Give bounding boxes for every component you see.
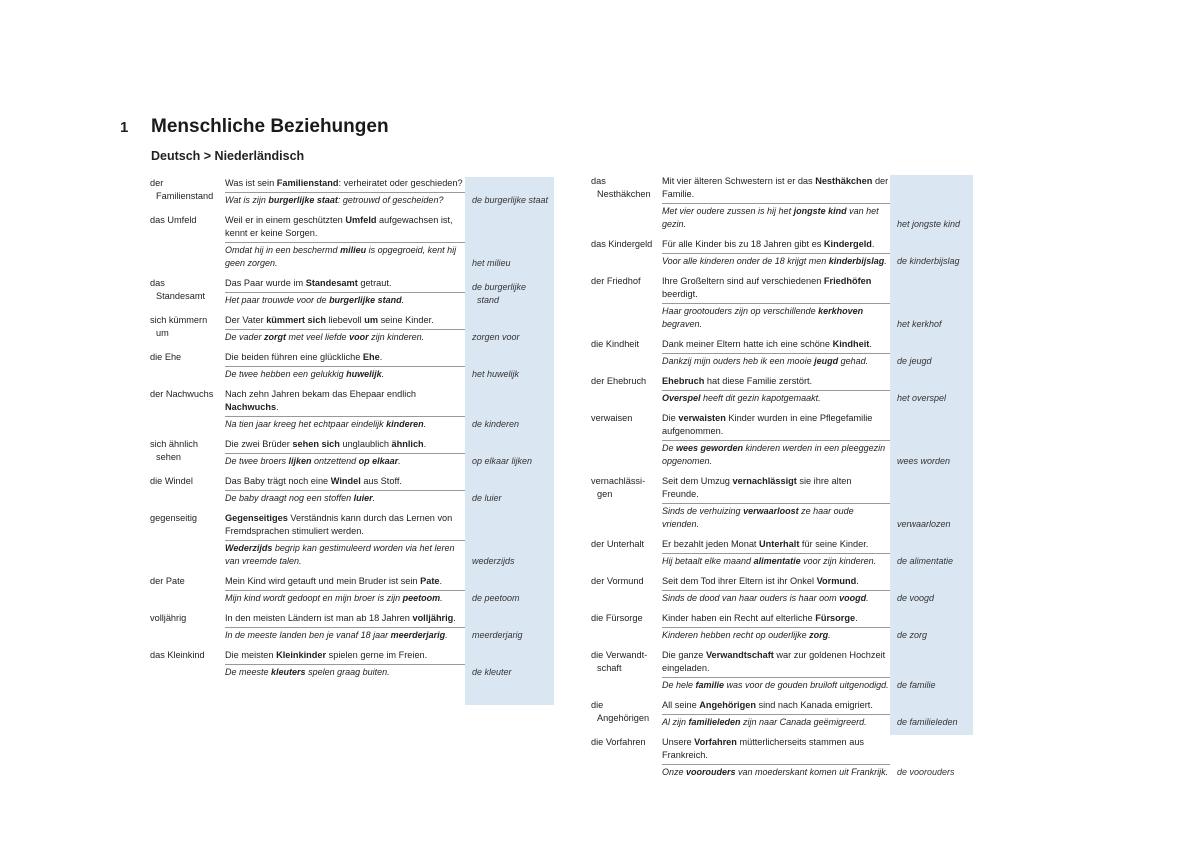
example-sentences (662, 175, 890, 231)
headword: der Nachwuchs (150, 389, 214, 399)
dutch-translation: de familieleden (897, 717, 958, 727)
example-sentences (662, 575, 890, 605)
headword: die Angehörigen (591, 700, 650, 723)
german-example: Seit dem Umzug vernachlässigt sie ihre alten Freunde. (662, 475, 890, 504)
dutch-example: Het paar trouwde voor de burgerlijke stand. (225, 295, 405, 305)
dutch-example: Sinds de dood van haar ouders is haar oom voogd. (662, 593, 869, 603)
headword: die Vorfahren (591, 737, 646, 747)
headword: das Nesthäkchen (591, 176, 651, 199)
example-sentences (225, 388, 465, 431)
keyword: Nachwuchs (225, 402, 277, 412)
keyword: um (364, 315, 379, 325)
keyword: voorouders (686, 767, 736, 777)
headword: die Kindheit (591, 339, 640, 349)
headword: der Familienstand (150, 178, 214, 201)
vocab-entry (591, 412, 973, 468)
example-sentences (225, 277, 465, 307)
dutch-translation: de luier (472, 493, 502, 503)
dutch-example: Omdat hij in een beschermd milieu is opgegroeid, kent hij geen zorgen. (225, 245, 457, 268)
keyword: verwaarloost (743, 506, 799, 516)
dutch-example: De baby draagt nog een stoffen luier. (225, 493, 376, 503)
keyword: jongste kind (793, 206, 847, 216)
keyword: zorgt (264, 332, 287, 342)
vocab-entry (591, 238, 973, 268)
headword: gegenseitig (150, 513, 197, 523)
dutch-translation: de alimentatie (897, 556, 954, 566)
dutch-example: In de meeste landen ben je vanaf 18 jaar meerderjarig. (225, 630, 448, 640)
keyword: milieu (340, 245, 367, 255)
keyword: Verwandtschaft (705, 650, 774, 660)
german-example: Die verwaisten Kinder wurden in eine Pflegefamilie aufgenommen. (662, 412, 890, 441)
vocab-entry (591, 736, 973, 779)
keyword: Umfeld (345, 215, 377, 225)
example-sentences (225, 214, 465, 270)
example-sentences (225, 351, 465, 381)
dutch-example: Dankzij mijn ouders heb ik een mooie jeugd gehad. (662, 356, 869, 366)
vocab-entry (591, 375, 973, 405)
dutch-translation: de voogd (897, 593, 935, 603)
dutch-translation: het milieu (472, 258, 511, 268)
keyword: sehen sich (292, 439, 340, 449)
dutch-translation: de peetoom (472, 593, 520, 603)
dutch-example: De vader zorgt met veel liefde voor zijn kinderen. (225, 332, 425, 342)
keyword: familie (695, 680, 725, 690)
keyword: Windel (330, 476, 361, 486)
vocab-entry (150, 649, 554, 679)
keyword: kinderen (386, 419, 424, 429)
german-example: Seit dem Tod ihrer Eltern ist ihr Onkel Vormund. (662, 575, 890, 591)
dutch-example: De hele familie was voor de gouden bruiloft uitgenodigd. (662, 680, 889, 690)
vocab-entry (150, 277, 554, 307)
keyword: kerkhoven (818, 306, 864, 316)
dutch-translation: zorgen voor (472, 332, 520, 342)
german-example: Die ganze Verwandtschaft war zur goldenen Hochzeit eingeladen. (662, 649, 890, 678)
example-sentences (225, 612, 465, 642)
headword: das Umfeld (150, 215, 197, 225)
keyword: kümmert sich (266, 315, 326, 325)
german-example: Er bezahlt jeden Monat Unterhalt für seine Kinder. (662, 538, 890, 554)
keyword: Kleinkinder (276, 650, 327, 660)
dutch-translation: meerderjarig (472, 630, 523, 640)
keyword: vernachlässigt (732, 476, 797, 486)
example-sentences (225, 475, 465, 505)
headword: der Friedhof (591, 276, 641, 286)
vocab-entry (591, 538, 973, 568)
vocab-entry (150, 575, 554, 605)
dutch-example: Mijn kind wordt gedoopt en mijn broer is zijn peetoom. (225, 593, 443, 603)
german-example: Der Vater kümmert sich liebevoll um seine Kinder. (225, 314, 465, 330)
dutch-translation: de kinderen (472, 419, 520, 429)
example-sentences (225, 512, 465, 568)
dutch-translation: wees worden (897, 456, 951, 466)
chapter-number: 1 (120, 119, 129, 136)
example-sentences (662, 538, 890, 568)
dutch-translation: de familie (897, 680, 936, 690)
keyword: Kindheit (832, 339, 870, 349)
keyword: Fürsorge (815, 613, 856, 623)
headword: das Kleinkind (150, 650, 205, 660)
headword: die Verwandt- schaft (591, 650, 648, 673)
keyword: luier (353, 493, 373, 503)
headword: vernachlässi- gen (591, 476, 646, 499)
dutch-translation: op elkaar lijken (472, 456, 533, 466)
keyword: Ehebruch (662, 376, 705, 386)
keyword: kinderbijslag (828, 256, 885, 266)
example-sentences (225, 649, 465, 679)
vocab-entry (591, 275, 973, 331)
example-sentences (662, 612, 890, 642)
dutch-example: Voor alle kinderen onder de 18 krijgt men kinderbijslag. (662, 256, 887, 266)
keyword: Gegenseitiges (225, 513, 288, 523)
dutch-example: De twee broers lijken ontzettend op elkaar. (225, 456, 401, 466)
headword: sich kümmern um (150, 315, 208, 338)
dutch-translation: het overspel (897, 393, 947, 403)
headword: verwaisen (591, 413, 633, 423)
vocab-entry (150, 388, 554, 431)
headword: das Standesamt (150, 278, 206, 301)
vocab-column-left (150, 177, 554, 686)
dutch-example: De meeste kleuters spelen graag buiten. (225, 667, 390, 677)
keyword: Unterhalt (759, 539, 800, 549)
headword: die Fürsorge (591, 613, 643, 623)
vocab-entry (150, 314, 554, 344)
german-example: Dank meiner Eltern hatte ich eine schöne Kindheit. (662, 338, 890, 354)
headword: das Kindergeld (591, 239, 653, 249)
dutch-example: Al zijn familieleden zijn naar Canada geëmigreerd. (662, 717, 867, 727)
keyword: Overspel (662, 393, 701, 403)
headword: die Windel (150, 476, 193, 486)
headword: der Vormund (591, 576, 644, 586)
dutch-example: De twee hebben een gelukkig huwelijk. (225, 369, 385, 379)
dutch-example: Met vier oudere zussen is hij het jongste kind van het gezin. (662, 206, 879, 229)
example-sentences (225, 177, 465, 207)
german-example: Kinder haben ein Recht auf elterliche Fürsorge. (662, 612, 890, 628)
vocab-entry (591, 475, 973, 531)
example-sentences (662, 699, 890, 729)
dutch-example: Wat is zijn burgerlijke staat: getrouwd of gescheiden? (225, 195, 444, 205)
german-example: Für alle Kinder bis zu 18 Jahren gibt es Kindergeld. (662, 238, 890, 254)
vocab-entry (591, 649, 973, 692)
keyword: meerderjarig (390, 630, 446, 640)
dutch-translation: de kinderbijslag (897, 256, 960, 266)
german-example: Das Baby trägt noch eine Windel aus Stoff. (225, 475, 465, 491)
vocab-entry (150, 438, 554, 468)
vocab-entry (591, 612, 973, 642)
keyword: familieleden (688, 717, 741, 727)
dutch-example: De wees geworden kinderen werden in een pleeggezin opgenomen. (662, 443, 886, 466)
example-sentences (662, 338, 890, 368)
german-example: Was ist sein Familienstand: verheiratet oder geschieden? (225, 177, 465, 193)
keyword: op elkaar (358, 456, 399, 466)
keyword: Angehörigen (699, 700, 756, 710)
dutch-example: Kinderen hebben recht op ouderlijke zorg. (662, 630, 831, 640)
keyword: volljährig (412, 613, 454, 623)
german-example: Die beiden führen eine glückliche Ehe. (225, 351, 465, 367)
dutch-example: Haar grootouders zijn op verschillende kerkhoven begraven. (662, 306, 864, 329)
example-sentences (662, 275, 890, 331)
vocab-entry (591, 699, 973, 729)
german-example: Unsere Vorfahren mütterlicherseits stammen aus Frankreich. (662, 736, 890, 765)
vocab-entry (591, 575, 973, 605)
headword: der Ehebruch (591, 376, 647, 386)
keyword: Standesamt (305, 278, 358, 288)
dutch-translation: het kerkhof (897, 319, 942, 329)
keyword: verwaisten (678, 413, 726, 423)
german-example: Die meisten Kleinkinder spielen gerne im Freien. (225, 649, 465, 665)
headword: der Pate (150, 576, 185, 586)
example-sentences (225, 438, 465, 468)
keyword: alimentatie (753, 556, 801, 566)
keyword: Vorfahren (694, 737, 737, 747)
keyword: ähnlich (391, 439, 424, 449)
dutch-translation: de voorouders (897, 767, 955, 777)
keyword: wees geworden (676, 443, 744, 453)
dutch-translation: de kleuter (472, 667, 512, 677)
keyword: voogd (839, 593, 867, 603)
dutch-translation: het jongste kind (897, 219, 961, 229)
keyword: Vormund (816, 576, 857, 586)
headword: sich ähnlich sehen (150, 439, 199, 462)
german-example: Gegenseitiges Verständnis kann durch das Lernen von Fremdsprachen stimuliert werden. (225, 512, 465, 541)
keyword: Ehe (362, 352, 380, 362)
german-example: Weil er in einem geschützten Umfeld aufgewachsen ist, kennt er keine Sorgen. (225, 214, 465, 243)
dutch-translation: de zorg (897, 630, 928, 640)
dutch-example: Onze voorouders van moederskant komen uit Frankrijk. (662, 767, 889, 777)
german-example: Ehebruch hat diese Familie zerstört. (662, 375, 890, 391)
dutch-example: Hij betaalt elke maand alimentatie voor zijn kinderen. (662, 556, 877, 566)
keyword: huwelijk (346, 369, 382, 379)
page-title: Menschliche Beziehungen (151, 116, 389, 137)
vocab-entry (150, 475, 554, 505)
keyword: zorg (809, 630, 829, 640)
keyword: Friedhöfen (823, 276, 872, 286)
vocab-entry (150, 512, 554, 568)
example-sentences (662, 649, 890, 692)
keyword: burgerlijke stand (329, 295, 402, 305)
german-example: Ihre Großeltern sind auf verschiedenen Friedhöfen beerdigt. (662, 275, 890, 304)
dutch-example: Sinds de verhuizing verwaarloost ze haar oude vrienden. (662, 506, 854, 529)
dutch-example: Overspel heeft dit gezin kapotgemaakt. (662, 393, 821, 403)
keyword: voor (349, 332, 369, 342)
example-sentences (225, 575, 465, 605)
vocab-entry (150, 351, 554, 381)
dutch-example: Na tien jaar kreeg het echtpaar eindelijk kinderen. (225, 419, 427, 429)
example-sentences (662, 736, 890, 779)
dutch-translation: verwaarlozen (897, 519, 951, 529)
german-example: Mit vier älteren Schwestern ist er das Nesthäkchen der Familie. (662, 175, 890, 204)
german-example: Das Paar wurde im Standesamt getraut. (225, 277, 465, 293)
headword: die Ehe (150, 352, 182, 362)
keyword: Familienstand (276, 178, 339, 188)
dutch-example: Wederzijds begrip kan gestimuleerd worden via het leren van vreemde talen. (225, 543, 455, 566)
keyword: jeugd (814, 356, 839, 366)
keyword: burgerlijke staat (268, 195, 338, 205)
dutch-translation: wederzijds (472, 556, 515, 566)
example-sentences (662, 475, 890, 531)
keyword: kleuters (271, 667, 306, 677)
keyword: peetoom (402, 593, 441, 603)
page-subtitle: Deutsch > Niederländisch (151, 149, 305, 163)
keyword: Wederzijds (225, 543, 273, 553)
keyword: Nesthäkchen (815, 176, 873, 186)
german-example: Mein Kind wird getauft und mein Bruder ist sein Pate. (225, 575, 465, 591)
vocab-entry (591, 175, 973, 231)
example-sentences (662, 375, 890, 405)
german-example: In den meisten Ländern ist man ab 18 Jahren volljährig. (225, 612, 465, 628)
vocab-entry (591, 338, 973, 368)
vocab-entry (150, 612, 554, 642)
dutch-translation: de burgerlijke staat (472, 195, 549, 205)
vocab-entry (150, 177, 554, 207)
vocab-column-right (591, 175, 973, 786)
dutch-translation: het huwelijk (472, 369, 520, 379)
dutch-translation: de jeugd (897, 356, 932, 366)
keyword: Kindergeld (823, 239, 872, 249)
example-sentences (225, 314, 465, 344)
headword: der Unterhalt (591, 539, 645, 549)
german-example: Nach zehn Jahren bekam das Ehepaar endlich Nachwuchs. (225, 388, 465, 417)
example-sentences (662, 238, 890, 268)
example-sentences (662, 412, 890, 468)
german-example: Die zwei Brüder sehen sich unglaublich ähnlich. (225, 438, 465, 454)
headword: volljährig (150, 613, 187, 623)
keyword: Pate (420, 576, 440, 586)
dutch-translation: de burgerlijke stand (472, 282, 527, 305)
keyword: lijken (288, 456, 312, 466)
german-example: All seine Angehörigen sind nach Kanada emigriert. (662, 699, 890, 715)
vocab-entry (150, 214, 554, 270)
